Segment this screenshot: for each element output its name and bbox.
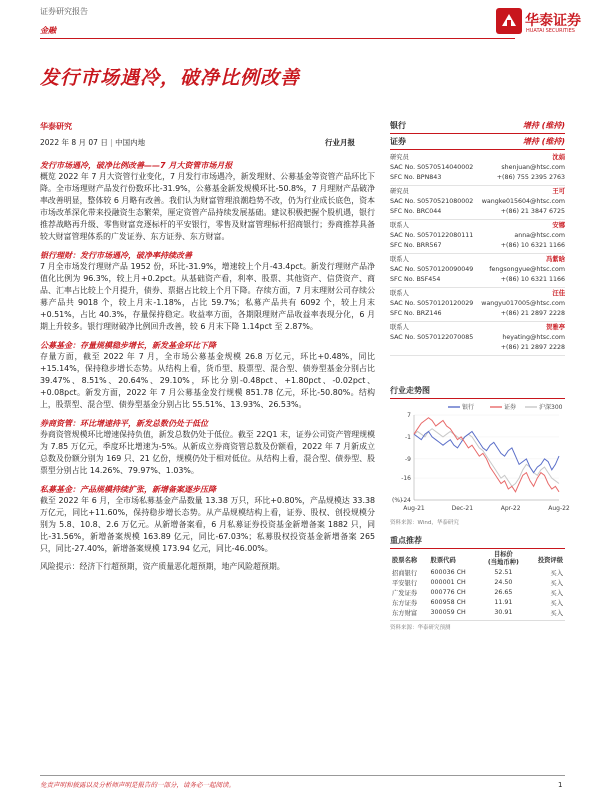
analyst-role: 联系人 — [390, 324, 409, 331]
col-header: 目标价 (当地币种) — [487, 551, 519, 566]
section-heading: 发行市场遇冷，破净比例改善——7 月大资管市场月报 — [40, 161, 233, 170]
risk-note: 风险提示：经济下行超预期，资产质量恶化超预期，地产风险超预期。 — [40, 562, 285, 571]
report-kind: 行业月报 — [325, 138, 355, 147]
stock-code: 300059 CH — [430, 608, 466, 616]
stock-code: 600036 CH — [430, 568, 466, 576]
target-price: 11.91 — [494, 598, 513, 606]
analyst-name: 汪佳 — [552, 290, 565, 297]
page-number: 1 — [558, 781, 563, 789]
analyst-sfc: SFC No. BRR567 — [390, 242, 442, 249]
footer-rule — [40, 775, 565, 776]
target-price: 52.51 — [494, 568, 513, 576]
stock-name: 招商银行 — [392, 569, 418, 577]
rating-row — [390, 134, 565, 150]
stock-code: 000776 CH — [430, 588, 466, 596]
col-header: 投资评级 — [537, 556, 563, 564]
analyst-card — [390, 322, 565, 356]
meta-line: 2022 年 8 月 07 日 | 中国内地 — [40, 138, 146, 147]
stock-rating: 买入 — [550, 599, 563, 607]
analyst-role: 研究员 — [390, 188, 409, 195]
target-price: 26.65 — [494, 588, 513, 596]
rating-sector: 证券 — [390, 137, 406, 146]
table-row — [390, 607, 565, 617]
y-tick-label: -24 — [401, 497, 411, 504]
stock-rating: 买入 — [550, 609, 563, 617]
section-body: 截至 2022 年 6 月，全市场私募基金产品数量 13.38 万只，环比+0.80%，产品规模达 33.38 万亿元，同比+11.60%，保持稳步增长态势。从产品规模结构上看，证券、股权、创投规模分别为 5.8、10.8、2.6 万亿元。从新增备案看，6 月私募证券投资基金新增备案 1882 只，同比-31.56%，新增备案规模 163.89 亿元，同比-67.03%；私募股权投资基金新增备案 265 只，同比-27.40%，新增备案规模 173.94 亿元，同比-46.00%。 — [40, 496, 375, 553]
main-body — [40, 160, 375, 573]
logo — [496, 8, 522, 38]
logo-text-en: HUATAI SECURITIES — [526, 28, 575, 34]
recommend-title: 重点推荐 — [390, 535, 565, 549]
section-heading: 私募基金：产品规模持续扩张，新增备案逐步压降 — [40, 485, 216, 494]
legend-label: 沪深300 — [539, 404, 563, 411]
section-heading: 公募基金：存量规模稳步增长，新发基金环比下降 — [40, 341, 216, 350]
section-body: 7 月全市场发行理财产品 1952 份，环比-31.9%，增速较上个月-43.4pct。新发行理财产品净值化比例为 96.3%，较上月+0.2pct。从基础资产看，利率、股票、其他资产、信贷资产、商品、汇率占比较上个月提升，债券、票据占比较上个月下降。存续方面，7 月末理财公司存续公募产品共 9018 个，较上月末-1.18%，占比 59.7%；私募产品共有 6092 个，较上月末+0.51%，占比 40.3%，存量保持稳定。收益率方面，各期限理财产品收益率表现分化，6 月期上升较多。银行理财破净比例回升改善，较 6 月末下降 1.14pct 至 2.87%。 — [40, 262, 375, 331]
table-row — [390, 597, 565, 607]
rating-value: 增持 (维持) — [522, 137, 565, 146]
analyst-role: 研究员 — [390, 154, 409, 161]
htsc-logo-icon — [496, 8, 522, 34]
y-unit-label: (%) — [392, 497, 403, 504]
section-heading: 银行理财：发行市场遇冷，破净率持续改善 — [40, 251, 192, 260]
col-header: 股票代码 — [430, 556, 456, 564]
x-tick-label: Aug-22 — [548, 505, 570, 512]
report-title: 发行市场遇冷，破净比例改善 — [40, 67, 301, 89]
y-tick-label: -9 — [405, 455, 411, 463]
analyst-sfc: SFC No. BRC044 — [390, 208, 442, 215]
report-type-label: 证券研究报告 — [40, 7, 88, 16]
analyst-sac: SAC No. S0570514040002 — [390, 164, 474, 171]
analyst-phone: +(86) 21 3847 6725 — [500, 208, 565, 215]
y-tick-label: -16 — [401, 475, 411, 483]
recommend-panel — [390, 535, 565, 631]
stock-code: 000001 CH — [430, 578, 466, 586]
analyst-phone: +(86) 21 2897 2228 — [500, 310, 565, 317]
chart-title: 行业走势图 — [390, 385, 565, 399]
legend-label: 证券 — [504, 404, 517, 411]
x-tick-label: Dec-21 — [451, 505, 474, 512]
stock-rating: 买入 — [550, 569, 563, 577]
report-region: 中国内地 — [115, 138, 146, 147]
series-line-0 — [414, 432, 559, 473]
rating-row — [390, 120, 565, 134]
col-header: 股票名称 — [392, 556, 418, 564]
analyst-name: 王可 — [552, 188, 565, 195]
x-tick-label: Apr-22 — [500, 505, 521, 512]
analyst-email[interactable]: wangke015604@htsc.com — [481, 198, 565, 205]
section-heading: 券商资管：环比增速持平，新发总数仍处于低位 — [40, 419, 208, 428]
analyst-phone: +(86) 755 2395 2763 — [496, 174, 565, 181]
chart-source: 资料来源：Wind，华泰研究 — [390, 520, 459, 526]
analyst-name: 沈娟 — [552, 154, 565, 161]
analyst-phone: +(86) 10 6321 1166 — [500, 276, 565, 283]
analyst-email[interactable]: anna@htsc.com — [514, 232, 565, 239]
y-tick-label: -1 — [405, 433, 411, 441]
y-tick-label: 7 — [407, 412, 411, 419]
table-row — [390, 577, 565, 587]
analyst-name: 贺雅亭 — [546, 324, 565, 331]
analyst-name: 冯紫晗 — [546, 256, 565, 263]
recommend-table — [390, 551, 565, 617]
analyst-sac: SAC No. S0570120120029 — [390, 300, 474, 307]
analyst-sac: SAC No. S0570120090049 — [390, 266, 474, 273]
stock-name: 平安银行 — [392, 579, 418, 587]
analyst-phone: +(86) 10 6321 1166 — [500, 242, 565, 249]
analyst-email[interactable]: wangyu017005@htsc.com — [481, 300, 565, 307]
author-org: 华泰研究 — [40, 122, 72, 131]
analyst-card — [390, 186, 565, 220]
trend-chart — [390, 401, 570, 516]
analyst-role: 联系人 — [390, 222, 409, 229]
analyst-sfc: SFC No. BSF454 — [390, 276, 441, 283]
analyst-email[interactable]: heyating@htsc.com — [502, 334, 565, 341]
analyst-phone: +(86) 21 2897 2228 — [500, 344, 565, 351]
series-line-1 — [414, 418, 559, 492]
analyst-sac: SAC No. S0570521080002 — [390, 198, 474, 205]
rating-value: 增持 (维持) — [522, 121, 565, 130]
analyst-card — [390, 254, 565, 288]
stock-name: 东方财富 — [392, 609, 418, 617]
target-price: 24.50 — [494, 578, 513, 586]
analyst-card — [390, 220, 565, 254]
chart-panel — [390, 385, 570, 526]
stock-code: 600958 CH — [430, 598, 466, 606]
table-header-row — [390, 551, 565, 567]
footer-disclaimer: 免责声明和披露以及分析师声明是报告的一部分，请务必一起阅读。 — [40, 781, 235, 789]
analyst-name: 安娜 — [552, 222, 565, 229]
target-price: 30.91 — [494, 608, 513, 616]
analyst-list — [390, 152, 565, 356]
section-body: 存量方面，截至 2022 年 7 月，全市场公募基金规模 26.8 万亿元，环比+0.48%，同比+15.14%，保持稳步增长态势。从结构上看，货币型、股票型、混合型、债券型基金分别占比 39.47%、8.51%、20.64%、29.10%，环比分别-0.48pct、+1.80pct、-0.02pct、+0.08pct。新发方面，2022 年 7 月公募基金发行规模 851.78 亿元，环比-50.80%。结构上，股票型、混合型、债券型基金分别占比 55.51%、13.93%、26.53%。 — [40, 352, 375, 409]
analyst-sac: SAC No. S0570122070085 — [390, 334, 474, 341]
section-body: 券商资管规模环比增速保持负值，新发总数仍处于低位。截至 22Q1 末，证券公司资产管理规模为 7.85 万亿元，季度环比增速为-5%。从新成立券商资管总数及份额看，2022 年 7 月新成立总数及份额分别为 169 只、21 亿份，规模仍处于相对低位。从结构上看，混合型、债券型、股票型分别占比 14.26%、79.97%、1.03%。 — [40, 430, 375, 475]
header-rule — [40, 38, 515, 39]
analyst-role: 联系人 — [390, 256, 409, 263]
analyst-email[interactable]: fengsongyue@htsc.com — [489, 266, 565, 273]
legend-label: 银行 — [462, 404, 475, 411]
stock-rating: 买入 — [550, 589, 563, 597]
section-body: 概览 2022 年 7 月大资管行业变化，7 月发行市场遇冷，新发理财、公募基金等资管产品环比下降。全市场理财产品发行份数环比-31.9%，公募基金新发规模环比-50.8%，7 月理财产品破净率改善明显，整体较 6 月略有改善。我们认为财富管理浪潮趋势不改，仍为行业成长底色，资本市场改革深化带来投融资生态繁荣，厘定资管产品持续发展基础。建议积极把握个股机遇，银行推荐战略再升级、零售财富竞逐标杆的平安银行，零售及财富管理标杆招商银行；券商推荐具备较大财富管理体系的广发证券、东方证券、东方财富。 — [40, 172, 375, 241]
rating-box — [390, 120, 565, 150]
stock-rating: 买入 — [550, 579, 563, 587]
rating-sector: 银行 — [390, 121, 406, 130]
stock-name: 广发证券 — [392, 589, 418, 597]
table-row — [390, 587, 565, 597]
analyst-sac: SAC No. S0570122080111 — [390, 232, 474, 239]
stock-name: 东方证券 — [392, 599, 418, 607]
logo-text-cn: 华泰证券 — [525, 13, 581, 29]
sector-label: 金融 — [40, 26, 56, 35]
analyst-sfc: SFC No. BRZ146 — [390, 310, 442, 317]
analyst-card — [390, 288, 565, 322]
x-tick-label: Aug-21 — [403, 505, 425, 512]
analyst-sfc: SFC No. BPN843 — [390, 174, 442, 181]
report-date: 2022 年 8 月 07 日 — [40, 138, 108, 147]
recommend-source: 资料来源：华泰研究预测 — [390, 620, 565, 631]
analyst-email[interactable]: shenjuan@htsc.com — [501, 164, 565, 171]
analyst-role: 联系人 — [390, 290, 409, 297]
analyst-card — [390, 152, 565, 186]
table-row — [390, 567, 565, 577]
